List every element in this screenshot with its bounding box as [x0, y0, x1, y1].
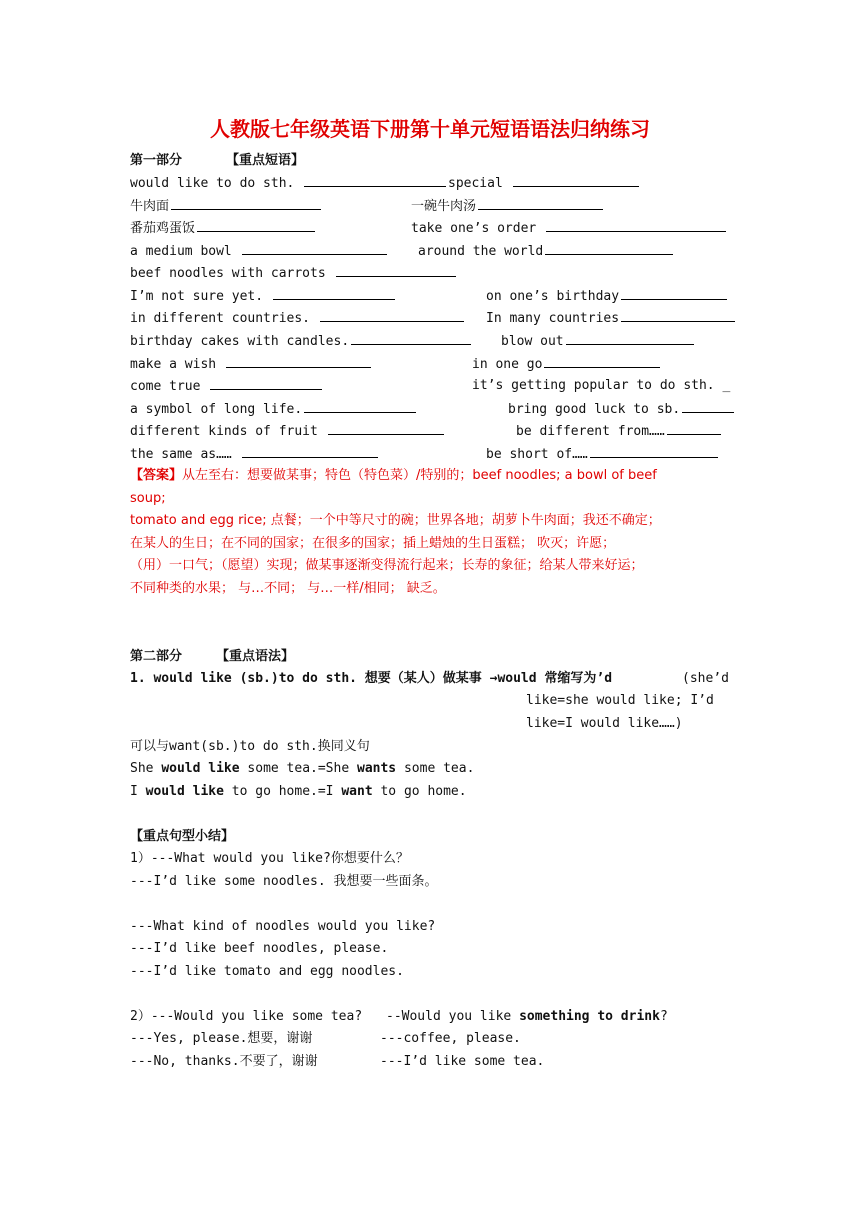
answer-line: soup;: [130, 491, 166, 506]
example-keyword: would like: [145, 784, 224, 799]
answer-blank[interactable]: [621, 307, 735, 322]
dialogue-line: [130, 1006, 730, 1028]
phrase: the same as……: [130, 447, 232, 462]
dialogue-text: 2）---Would you like some tea?: [130, 1009, 363, 1024]
phrase-row: [130, 195, 730, 217]
phrase-row: [130, 443, 730, 465]
dialogue-text: ---coffee, please.: [380, 1031, 521, 1046]
dialogue-line: ---I’d like beef noodles, please.: [130, 941, 389, 956]
example-keyword: wants: [357, 761, 397, 776]
example-keyword: would like: [161, 761, 240, 776]
grammar-note-line: [130, 690, 730, 712]
phrase: bring good luck to sb.: [508, 402, 681, 417]
page-title: 人教版七年级英语下册第十单元短语语法归纳练习: [210, 117, 650, 141]
answer-blank[interactable]: [210, 375, 322, 390]
phrase: would like to do sth.: [130, 176, 295, 191]
phrase: birthday cakes with candles.: [130, 334, 350, 349]
phrase: 一碗牛肉汤: [411, 199, 477, 214]
summary-tag: 【重点句型小结】: [130, 829, 235, 844]
phrase: I’m not sure yet.: [130, 289, 264, 304]
phrase-row: [130, 375, 730, 397]
part2-tag: 【重点语法】: [216, 649, 295, 664]
phrase: in one go: [472, 357, 543, 372]
phrase-row: [130, 262, 730, 284]
answer-blank[interactable]: [667, 420, 721, 435]
part1-header: [130, 150, 730, 172]
dialogue-keyword: something to drink: [519, 1009, 660, 1024]
answer-label: 【答案】: [130, 468, 183, 483]
example-text: to go home.: [372, 784, 467, 799]
example-keyword: want: [341, 784, 373, 799]
answer-blank[interactable]: [545, 240, 673, 255]
answer-blank[interactable]: [590, 443, 718, 458]
phrase: on one’s birthday: [486, 289, 620, 304]
grammar-note-line: [130, 713, 730, 735]
phrase-row: [130, 353, 730, 375]
answer-line: （用）一口气；（愿望）实现；做某事逐渐变得流行起来；长寿的象征；给某人带来好运；: [130, 558, 644, 573]
example-text: I: [130, 784, 146, 799]
part2-label: 第二部分: [130, 649, 183, 664]
answer-line: 在某人的生日；在不同的国家；在很多的国家；插上蜡烛的生日蛋糕； 吹灭；许愿；: [130, 536, 616, 551]
part2-header: [130, 646, 730, 668]
phrase: 番茄鸡蛋饭: [130, 221, 196, 236]
phrase-row: [130, 420, 730, 442]
answer-blank[interactable]: [621, 285, 727, 300]
phrase: a symbol of long life.: [130, 402, 303, 417]
answer-blank[interactable]: [273, 285, 395, 300]
grammar-point-heading: [130, 668, 730, 690]
phrase: take one’s order: [411, 221, 537, 236]
answer-blank[interactable]: [544, 353, 660, 368]
phrase: it’s getting popular to do sth. _: [472, 378, 731, 393]
grammar-point-text: 1. would like (sb.)to do sth. 想要（某人）做某事 →would 常缩写为’d: [130, 671, 613, 686]
answer-line: tomato and egg rice; 点餐；一个中等尺寸的碗；世界各地；胡萝卜牛肉面；我还不确定；: [130, 513, 661, 528]
answer-blank[interactable]: [242, 240, 387, 255]
answer-text: 从左至右：想要做某事；特色（特色菜）/特别的；beef noodles; a bowl of beef: [182, 468, 657, 483]
answer-blank[interactable]: [242, 443, 378, 458]
answer-blank[interactable]: [171, 195, 321, 210]
grammar-note: (she’d: [682, 671, 729, 686]
answer-blank[interactable]: [513, 172, 639, 187]
example-sentence: [130, 758, 730, 780]
part1-tag: 【重点短语】: [226, 153, 305, 168]
synonym-note: 可以与want(sb.)to do sth.换同义句: [130, 739, 370, 754]
dialogue-line: 1）---What would you like?你想要什么？: [130, 851, 409, 866]
answer-blank[interactable]: [682, 398, 734, 413]
phrase: be different from……: [516, 424, 665, 439]
example-text: some tea.: [396, 761, 475, 776]
example-text: to go home.=I: [223, 784, 342, 799]
answer-blank[interactable]: [226, 353, 371, 368]
dialogue-text: ?: [659, 1009, 668, 1024]
answer-blank[interactable]: [328, 420, 444, 435]
dialogue-text: ---No, thanks.不要了，谢谢: [130, 1054, 318, 1069]
answer-line: 不同种类的水果； 与…不同； 与…一样/相同； 缺乏。: [130, 581, 446, 596]
phrase: blow out: [501, 334, 564, 349]
phrase: different kinds of fruit: [130, 424, 318, 439]
grammar-note: like=I would like……): [526, 716, 683, 731]
phrase: in different countries.: [130, 311, 311, 326]
phrase: special: [448, 176, 503, 191]
phrase: be short of……: [486, 447, 588, 462]
dialogue-line: [130, 1028, 730, 1050]
grammar-note: like=she would like; I’d: [526, 693, 714, 708]
phrase-row: [130, 240, 730, 262]
phrase: In many countries: [486, 311, 620, 326]
phrase: around the world: [418, 244, 544, 259]
phrase-row: [130, 398, 730, 420]
answer-blank[interactable]: [197, 217, 315, 232]
dialogue-line: ---What kind of noodles would you like?: [130, 919, 436, 934]
phrase-row: [130, 330, 730, 352]
answer-blank[interactable]: [304, 172, 446, 187]
phrase-row: [130, 217, 730, 239]
phrase-row: [130, 172, 730, 194]
example-text: some tea.=She: [239, 761, 357, 776]
phrase-row: [130, 285, 730, 307]
dialogue-text: ---I’d like some tea.: [380, 1054, 545, 1069]
part1-label: 第一部分: [130, 153, 183, 168]
phrase-row: [130, 307, 730, 329]
example-text: She: [130, 761, 162, 776]
answer-line: [130, 465, 730, 487]
answer-blank[interactable]: [566, 330, 694, 345]
phrase: make a wish: [130, 357, 217, 372]
answer-blank[interactable]: [478, 195, 603, 210]
phrase: 牛肉面: [130, 199, 170, 214]
answer-blank[interactable]: [320, 307, 464, 322]
phrase: a medium bowl: [130, 244, 232, 259]
dialogue-line: [130, 1051, 730, 1073]
dialogue-line: ---I’d like some noodles. 我想要一些面条。: [130, 874, 438, 889]
answer-blank[interactable]: [546, 217, 726, 232]
dialogue-line: ---I’d like tomato and egg noodles.: [130, 964, 404, 979]
phrase: come true: [130, 379, 201, 394]
answer-blank[interactable]: [336, 262, 456, 277]
answer-blank[interactable]: [351, 330, 471, 345]
answer-blank[interactable]: [304, 398, 416, 413]
phrase: beef noodles with carrots: [130, 266, 326, 281]
example-sentence: [130, 781, 730, 803]
dialogue-text: --Would you like: [386, 1009, 520, 1024]
dialogue-text: ---Yes, please.想要，谢谢: [130, 1031, 313, 1046]
